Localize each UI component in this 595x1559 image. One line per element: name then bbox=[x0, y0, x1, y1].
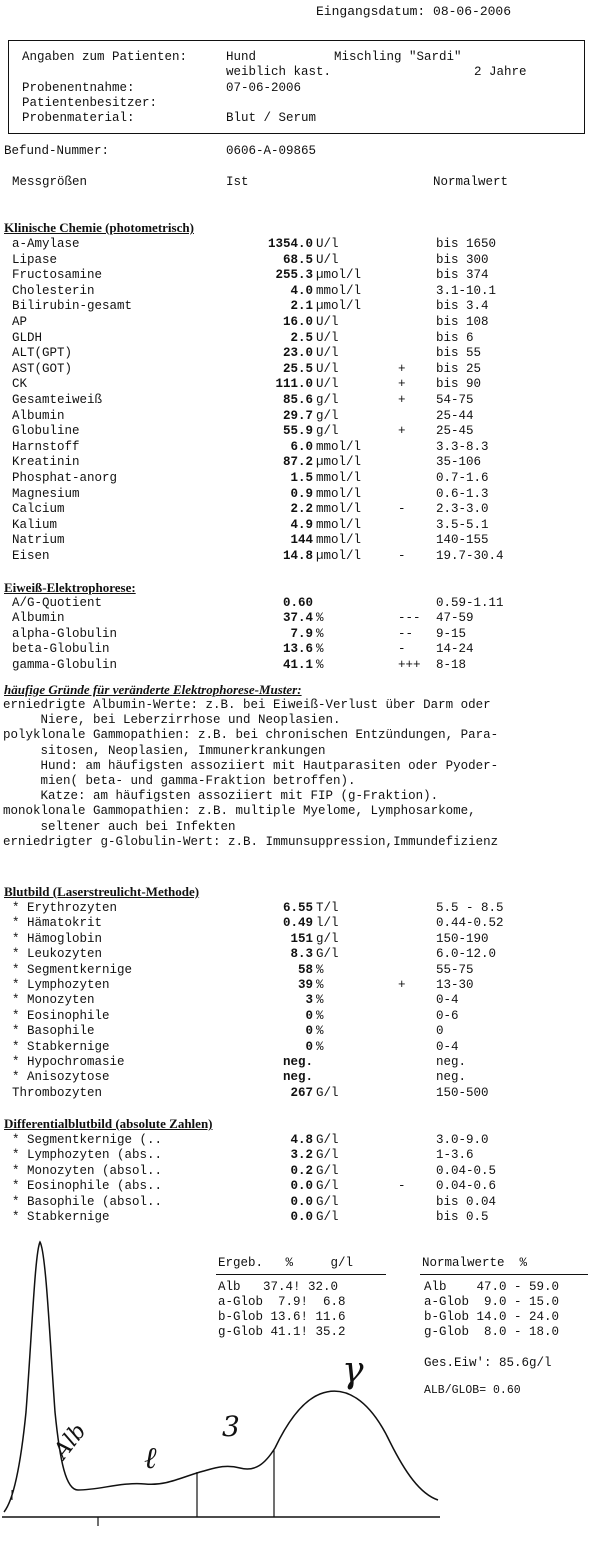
bb-normal: 6.0-12.0 bbox=[436, 947, 497, 962]
bb-name: * Lymphozyten bbox=[12, 978, 110, 992]
epo-head-right: Normalwerte % bbox=[422, 1256, 528, 1270]
chem-row bbox=[0, 253, 595, 268]
diff-value: 0.0 bbox=[290, 1194, 313, 1209]
ep-value: 13.6 bbox=[282, 642, 313, 657]
label-besitzer: Patientenbesitzer: bbox=[22, 96, 158, 110]
bb-normal: neg. bbox=[436, 1055, 467, 1069]
chem-name: AP bbox=[12, 315, 28, 329]
chem-unit: mmol/l bbox=[316, 471, 362, 485]
befund-number: 0606-A-09865 bbox=[226, 144, 317, 158]
species: Hund bbox=[226, 50, 257, 64]
diff-value: 0.0 bbox=[290, 1210, 313, 1224]
chem-normal: 0.6-1.3 bbox=[436, 486, 489, 501]
diff-row bbox=[0, 1133, 595, 1148]
bb-normal: 0-6 bbox=[436, 1008, 459, 1023]
ep-flag: --- bbox=[398, 611, 421, 626]
diff-normal: 0.04-0.6 bbox=[436, 1179, 497, 1194]
diff-name: * Stabkernige bbox=[12, 1210, 110, 1224]
chem-normal: bis 6 bbox=[436, 330, 474, 345]
chem-unit: µmol/l bbox=[316, 549, 362, 563]
diff-unit: G/l bbox=[316, 1210, 339, 1224]
bb-unit: G/l bbox=[316, 1085, 339, 1100]
epo-ges-eiw: Ges.Eiw': 85.6g/l bbox=[424, 1356, 552, 1370]
bb-unit: % bbox=[316, 1024, 324, 1039]
ep-flag: - bbox=[398, 642, 406, 657]
bb-row bbox=[0, 1024, 595, 1039]
ep-normal: 0.59-1.11 bbox=[436, 596, 504, 610]
ep-name: A/G-Quotient bbox=[12, 596, 103, 610]
chem-flag: - bbox=[398, 502, 406, 517]
ep-normal: 47-59 bbox=[436, 611, 474, 626]
chem-unit: mmol/l bbox=[316, 486, 362, 501]
ep-name: beta-Globulin bbox=[12, 642, 110, 657]
chem-unit: U/l bbox=[316, 346, 339, 361]
section-differential: Differentialblutbild (absolute Zahlen) bbox=[4, 1116, 213, 1131]
chem-value: 4.9 bbox=[290, 517, 313, 532]
chem-value: 55.9 bbox=[282, 424, 313, 439]
chem-unit: mmol/l bbox=[316, 283, 362, 298]
chem-normal: bis 3.4 bbox=[436, 299, 489, 314]
diff-flag: - bbox=[398, 1179, 406, 1194]
chem-value: 2.5 bbox=[290, 330, 313, 345]
bb-normal: 150-190 bbox=[436, 931, 489, 946]
chem-value: 2.1 bbox=[290, 299, 313, 314]
bb-row bbox=[0, 932, 595, 947]
diff-row bbox=[0, 1148, 595, 1163]
chem-normal: 25-44 bbox=[436, 408, 474, 423]
chem-normal: bis 25 bbox=[436, 361, 482, 376]
gruende-line: Katze: am häufigsten assoziiert mit FIP (g-Fraktion). bbox=[3, 789, 439, 804]
chem-normal: bis 374 bbox=[436, 268, 489, 283]
ep-value: 7.9 bbox=[290, 626, 313, 641]
chem-row bbox=[0, 315, 595, 330]
section-elektrophorese: Eiweiß-Elektrophorese: bbox=[4, 580, 136, 595]
gruende-line: seltener auch bei Infekten bbox=[3, 819, 236, 834]
chem-row bbox=[0, 268, 595, 283]
diff-unit: G/l bbox=[316, 1148, 339, 1163]
bb-value: 151 bbox=[290, 931, 313, 946]
chem-flag: + bbox=[398, 393, 406, 407]
bb-row bbox=[0, 916, 595, 931]
diff-name: * Segmentkernige (.. bbox=[12, 1133, 163, 1147]
chem-unit: µmol/l bbox=[316, 455, 362, 470]
ep-name: Albumin bbox=[12, 611, 65, 626]
chem-value: 0.9 bbox=[290, 486, 313, 501]
chem-row bbox=[0, 533, 595, 548]
section-blutbild: Blutbild (Laserstreulicht-Methode) bbox=[4, 884, 200, 899]
chem-value: 14.8 bbox=[282, 549, 313, 563]
bb-value: 0 bbox=[305, 1024, 313, 1039]
bb-name: * Hypochromasie bbox=[12, 1055, 125, 1069]
ep-unit: % bbox=[316, 626, 324, 641]
epo-line: g-Glob 8.0 - 18.0 bbox=[424, 1325, 560, 1339]
chem-name: Natrium bbox=[12, 533, 65, 548]
befund-label: Befund-Nummer: bbox=[4, 144, 110, 158]
gruende-line: Hund: am häufigsten assoziiert mit Hautparasiten oder Pyoder- bbox=[3, 758, 499, 773]
epo-line: b-Glob 13.6! 11.6 bbox=[218, 1310, 346, 1324]
chem-row bbox=[0, 440, 595, 455]
handwritten-gamma: γ bbox=[342, 1350, 364, 1391]
bb-unit: l/l bbox=[316, 916, 339, 931]
bb-row bbox=[0, 1009, 595, 1024]
chem-unit: g/l bbox=[316, 424, 339, 439]
ep-flag: -- bbox=[398, 626, 414, 641]
bb-unit: % bbox=[316, 1039, 324, 1054]
chem-row bbox=[0, 455, 595, 470]
chem-name: Gesamteiweiß bbox=[12, 393, 103, 407]
chem-value: 144 bbox=[290, 533, 313, 548]
diff-value: 4.8 bbox=[290, 1133, 313, 1147]
bb-normal: 0-4 bbox=[436, 1039, 459, 1054]
diff-normal: bis 0.5 bbox=[436, 1210, 489, 1224]
chem-normal: 35-106 bbox=[436, 455, 482, 470]
chem-normal: bis 300 bbox=[436, 252, 489, 267]
chem-value: 4.0 bbox=[290, 283, 313, 298]
chem-unit: U/l bbox=[316, 330, 339, 345]
chem-normal: 2.3-3.0 bbox=[436, 502, 489, 517]
chem-unit: mmol/l bbox=[316, 517, 362, 532]
bb-name: * Hämoglobin bbox=[12, 931, 103, 946]
chem-row bbox=[0, 424, 595, 439]
chem-unit: µmol/l bbox=[316, 268, 362, 283]
chem-normal: 3.3-8.3 bbox=[436, 439, 489, 454]
chem-name: Magnesium bbox=[12, 486, 80, 501]
bb-row bbox=[0, 978, 595, 993]
epo-alb-glob: ALB/GLOB= 0.60 bbox=[424, 1384, 521, 1397]
electrophoresis-curve bbox=[0, 1232, 595, 1559]
diff-normal: 0.04-0.5 bbox=[436, 1163, 497, 1178]
ep-value: 37.4 bbox=[282, 611, 313, 626]
col-ist: Ist bbox=[226, 175, 249, 189]
chem-value: 111.0 bbox=[275, 377, 313, 392]
bb-value: neg. bbox=[282, 1070, 313, 1085]
bb-row bbox=[0, 993, 595, 1008]
chem-row bbox=[0, 362, 595, 377]
chem-value: 1.5 bbox=[290, 471, 313, 485]
chem-name: Kreatinin bbox=[12, 455, 80, 470]
chem-name: Cholesterin bbox=[12, 283, 95, 298]
epo-line: Alb 47.0 - 59.0 bbox=[424, 1280, 560, 1294]
handwritten-alpha: ℓ bbox=[144, 1441, 157, 1476]
ep-name: alpha-Globulin bbox=[12, 626, 118, 641]
age: 2 Jahre bbox=[474, 65, 527, 79]
chem-name: GLDH bbox=[12, 330, 43, 345]
section-klinische-chemie: Klinische Chemie (photometrisch) bbox=[4, 220, 194, 235]
diff-unit: G/l bbox=[316, 1194, 339, 1209]
diff-row bbox=[0, 1164, 595, 1179]
bb-unit: % bbox=[316, 962, 324, 977]
bb-value: 58 bbox=[297, 962, 313, 977]
bb-normal: neg. bbox=[436, 1070, 467, 1085]
chem-normal: 25-45 bbox=[436, 424, 474, 439]
label-material: Probenmaterial: bbox=[22, 111, 135, 125]
chem-row bbox=[0, 471, 595, 486]
chem-normal: 3.1-10.1 bbox=[436, 283, 497, 298]
diff-name: * Monozyten (absol.. bbox=[12, 1163, 163, 1178]
bb-value: neg. bbox=[282, 1055, 313, 1069]
bb-value: 3 bbox=[305, 993, 313, 1008]
chem-name: Lipase bbox=[12, 252, 58, 267]
chem-unit: U/l bbox=[316, 315, 339, 329]
bb-name: Thrombozyten bbox=[12, 1085, 103, 1100]
diff-value: 0.2 bbox=[290, 1163, 313, 1178]
chem-row bbox=[0, 237, 595, 252]
bb-normal: 0 bbox=[436, 1024, 444, 1039]
epo-head-left: Ergeb. % g/l bbox=[218, 1256, 354, 1270]
chem-value: 6.0 bbox=[290, 439, 313, 454]
bb-value: 0.49 bbox=[282, 916, 313, 931]
chem-value: 85.6 bbox=[282, 393, 313, 407]
epo-line: g-Glob 41.1! 35.2 bbox=[218, 1325, 346, 1339]
bb-unit: % bbox=[316, 978, 324, 992]
ep-row bbox=[0, 611, 595, 626]
diff-unit: G/l bbox=[316, 1133, 339, 1147]
ep-unit: % bbox=[316, 657, 324, 672]
entnahme-date: 07-06-2006 bbox=[226, 81, 302, 95]
bb-value: 8.3 bbox=[290, 947, 313, 962]
diff-row bbox=[0, 1210, 595, 1225]
chem-row bbox=[0, 299, 595, 314]
chem-name: Fructosamine bbox=[12, 268, 103, 283]
curve-trace bbox=[4, 1242, 438, 1512]
gruende-line: monoklonale Gammopathien: z.B. multiple Myelome, Lymphosarkome, bbox=[3, 804, 476, 819]
chem-flag: + bbox=[398, 424, 406, 439]
gruende-line: Niere, bei Leberzirrhose und Neoplasien. bbox=[3, 713, 341, 728]
diff-unit: G/l bbox=[316, 1163, 339, 1178]
chem-unit: U/l bbox=[316, 377, 339, 392]
chem-normal: 19.7-30.4 bbox=[436, 549, 504, 563]
chem-value: 2.2 bbox=[290, 502, 313, 517]
sex: weiblich kast. bbox=[226, 65, 332, 79]
breed-name: Mischling "Sardi" bbox=[334, 50, 462, 64]
chem-row bbox=[0, 487, 595, 502]
bb-row bbox=[0, 1055, 595, 1070]
bb-name: * Anisozytose bbox=[12, 1070, 110, 1085]
chem-name: Harnstoff bbox=[12, 439, 80, 454]
bb-value: 6.55 bbox=[282, 901, 313, 915]
chem-unit: U/l bbox=[316, 361, 339, 376]
col-messgroessen: Messgrößen bbox=[12, 175, 88, 189]
epo-line: b-Glob 14.0 - 24.0 bbox=[424, 1310, 560, 1324]
diff-value: 0.0 bbox=[290, 1179, 313, 1194]
label-entnahme: Probenentnahme: bbox=[22, 81, 135, 95]
chem-normal: bis 55 bbox=[436, 346, 482, 361]
diff-normal: bis 0.04 bbox=[436, 1194, 497, 1209]
bb-unit: g/l bbox=[316, 931, 339, 946]
bb-unit: G/l bbox=[316, 947, 339, 962]
chem-value: 68.5 bbox=[282, 252, 313, 267]
bb-row bbox=[0, 963, 595, 978]
chem-normal: 3.5-5.1 bbox=[436, 517, 489, 532]
bb-normal: 0.44-0.52 bbox=[436, 916, 504, 931]
chem-flag: + bbox=[398, 377, 406, 392]
ep-normal: 9-15 bbox=[436, 626, 467, 641]
bb-row bbox=[0, 947, 595, 962]
gruende-line: erniedrigte Albumin-Werte: z.B. bei Eiweiß-Verlust über Darm oder bbox=[3, 698, 491, 712]
bb-value: 0 bbox=[305, 1008, 313, 1023]
bb-row bbox=[0, 1070, 595, 1085]
handwritten-beta: 3 bbox=[222, 1410, 240, 1443]
bb-name: * Leukozyten bbox=[12, 947, 103, 962]
label-patient: Angaben zum Patienten: bbox=[22, 50, 188, 64]
gruende-line: polyklonale Gammopathien: z.B. bei chronischen Entzündungen, Para- bbox=[3, 728, 499, 743]
chem-normal: 0.7-1.6 bbox=[436, 471, 489, 485]
bb-name: * Segmentkernige bbox=[12, 962, 133, 977]
ep-row bbox=[0, 658, 595, 673]
chem-unit: g/l bbox=[316, 393, 339, 407]
ep-normal: 8-18 bbox=[436, 657, 467, 672]
bb-normal: 150-500 bbox=[436, 1085, 489, 1100]
bb-name: * Basophile bbox=[12, 1024, 95, 1039]
chem-name: ALT(GPT) bbox=[12, 346, 73, 361]
diff-unit: G/l bbox=[316, 1179, 339, 1194]
bb-unit: T/l bbox=[316, 901, 339, 915]
chem-value: 255.3 bbox=[275, 268, 313, 283]
chem-normal: bis 108 bbox=[436, 315, 489, 329]
bb-unit: % bbox=[316, 993, 324, 1008]
bb-name: * Erythrozyten bbox=[12, 901, 118, 915]
diff-name: * Eosinophile (abs.. bbox=[12, 1179, 163, 1194]
epo-line: a-Glob 9.0 - 15.0 bbox=[424, 1295, 560, 1309]
epo-line: Alb 37.4! 32.0 bbox=[218, 1280, 339, 1294]
col-normalwert: Normalwert bbox=[433, 175, 509, 189]
chem-name: Kalium bbox=[12, 517, 58, 532]
chem-unit: U/l bbox=[316, 252, 339, 267]
chem-row bbox=[0, 331, 595, 346]
chem-unit: U/l bbox=[316, 237, 339, 251]
chem-row bbox=[0, 549, 595, 564]
chem-normal: 54-75 bbox=[436, 393, 474, 407]
chem-name: Albumin bbox=[12, 408, 65, 423]
chem-row bbox=[0, 502, 595, 517]
bb-normal: 5.5 - 8.5 bbox=[436, 901, 504, 915]
chem-row bbox=[0, 518, 595, 533]
chem-flag: - bbox=[398, 549, 406, 563]
eingangsdatum: Eingangsdatum: 08-06-2006 bbox=[316, 4, 512, 19]
bb-name: * Eosinophile bbox=[12, 1008, 110, 1023]
chem-row bbox=[0, 377, 595, 392]
bb-normal: 0-4 bbox=[436, 993, 459, 1008]
chem-normal: 140-155 bbox=[436, 533, 489, 548]
material: Blut / Serum bbox=[226, 111, 317, 125]
bb-row bbox=[0, 901, 595, 916]
chem-unit: mmol/l bbox=[316, 439, 362, 454]
chem-name: CK bbox=[12, 377, 28, 392]
chem-value: 29.7 bbox=[282, 408, 313, 423]
chem-normal: bis 1650 bbox=[436, 237, 497, 251]
ep-value: 41.1 bbox=[282, 657, 313, 672]
chem-unit: µmol/l bbox=[316, 299, 362, 314]
bb-value: 267 bbox=[290, 1085, 313, 1100]
chem-name: Calcium bbox=[12, 502, 65, 517]
ep-row bbox=[0, 642, 595, 657]
chem-unit: g/l bbox=[316, 408, 339, 423]
diff-normal: 3.0-9.0 bbox=[436, 1133, 489, 1147]
ep-flag: +++ bbox=[398, 657, 421, 672]
chem-name: Phosphat-anorg bbox=[12, 471, 118, 485]
chem-unit: mmol/l bbox=[316, 502, 362, 517]
chem-value: 87.2 bbox=[282, 455, 313, 470]
ep-unit: % bbox=[316, 611, 324, 626]
bb-row bbox=[0, 1086, 595, 1101]
bb-normal: 13-30 bbox=[436, 978, 474, 992]
chem-name: a-Amylase bbox=[12, 237, 80, 251]
gruende-line: erniedrigter g-Globulin-Wert: z.B. Immunsuppression,Immundefizienz bbox=[3, 834, 499, 849]
ep-row bbox=[0, 596, 595, 611]
diff-normal: 1-3.6 bbox=[436, 1148, 474, 1163]
ep-unit: % bbox=[316, 642, 324, 657]
epo-line: a-Glob 7.9! 6.8 bbox=[218, 1295, 346, 1309]
gruende-line: mien( beta- und gamma-Fraktion betroffen). bbox=[3, 774, 356, 788]
bb-name: * Stabkernige bbox=[12, 1039, 110, 1054]
bb-flag: + bbox=[398, 978, 406, 992]
bb-value: 0 bbox=[305, 1039, 313, 1054]
bb-normal: 55-75 bbox=[436, 962, 474, 977]
ep-name: gamma-Globulin bbox=[12, 657, 118, 672]
bb-value: 39 bbox=[297, 978, 313, 992]
diff-row bbox=[0, 1179, 595, 1194]
chem-row bbox=[0, 393, 595, 408]
chem-name: Globuline bbox=[12, 424, 80, 439]
ep-row bbox=[0, 627, 595, 642]
bb-unit: % bbox=[316, 1008, 324, 1023]
handwritten-alb: Alb bbox=[49, 1419, 92, 1464]
chem-name: Bilirubin-gesamt bbox=[12, 299, 133, 314]
bb-row bbox=[0, 1040, 595, 1055]
diff-name: * Basophile (absol.. bbox=[12, 1194, 163, 1209]
chem-row bbox=[0, 346, 595, 361]
diff-name: * Lymphozyten (abs.. bbox=[12, 1148, 163, 1163]
chem-row bbox=[0, 409, 595, 424]
gruende-title: häufige Gründe für veränderte Elektrophorese-Muster: bbox=[4, 682, 302, 697]
chem-unit: mmol/l bbox=[316, 533, 362, 548]
ep-normal: 14-24 bbox=[436, 642, 474, 657]
chem-row bbox=[0, 284, 595, 299]
chem-value: 1354.0 bbox=[267, 237, 313, 251]
chem-value: 16.0 bbox=[282, 315, 313, 329]
bb-name: * Monozyten bbox=[12, 993, 95, 1008]
gruende-line: sitosen, Neoplasien, Immunerkrankungen bbox=[3, 743, 326, 758]
chem-name: Eisen bbox=[12, 549, 50, 563]
chem-flag: + bbox=[398, 361, 406, 376]
chem-value: 25.5 bbox=[282, 361, 313, 376]
chem-value: 23.0 bbox=[282, 346, 313, 361]
chem-name: AST(GOT) bbox=[12, 361, 73, 376]
bb-name: * Hämatokrit bbox=[12, 916, 103, 931]
chem-normal: bis 90 bbox=[436, 377, 482, 392]
diff-value: 3.2 bbox=[290, 1148, 313, 1163]
diff-row bbox=[0, 1195, 595, 1210]
ep-value: 0.60 bbox=[282, 596, 313, 610]
